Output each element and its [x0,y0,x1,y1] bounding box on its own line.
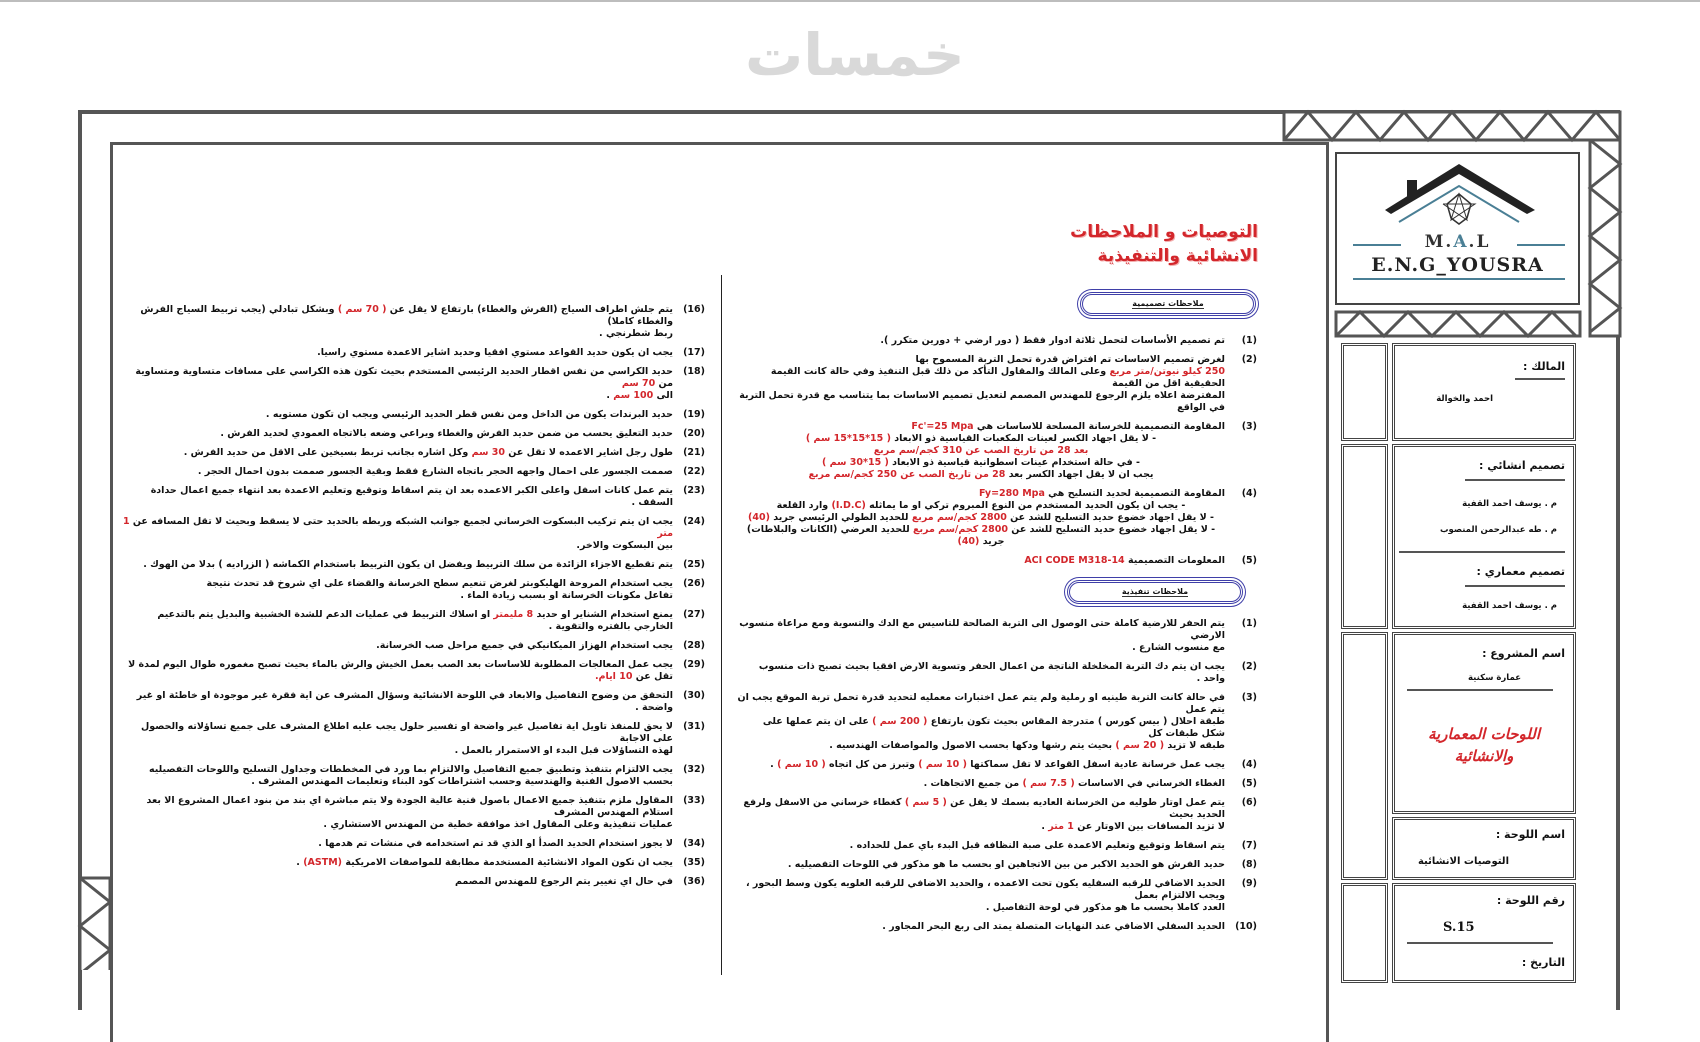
note-item [737,859,1257,871]
left-notes-column [120,304,705,895]
highlight-value: 1 متر [122,516,673,539]
note-number: (10) [1235,921,1257,932]
note-text: لا تزيد المسافات بين الاوتار عن [1073,821,1225,832]
note-text: مع منسوب الشارع . [1132,642,1225,653]
highlight-value: ACI CODE M318-14 [1024,555,1125,566]
note-item [737,921,1257,933]
note-item [120,409,705,421]
project-name-label: اسم المشروع : [1482,647,1565,660]
note-number: (16) [683,304,705,315]
note-number: (1) [1241,618,1257,629]
note-line [120,540,673,552]
note-item [120,857,705,869]
note-line [120,857,673,869]
note-number: (4) [1241,759,1257,770]
note-text: لا يحق للمنفذ تاويل اية تفاصيل غير واضحة او تفسير حلول يجب عليه اطلاع المشرف على جميع تساؤلاته والحصول على الاجابة [141,721,673,744]
note-line [737,335,1225,347]
note-line [737,797,1225,821]
note-line [120,876,673,888]
note-number: (28) [683,640,705,651]
sheet-name-label: اسم اللوحة : [1495,828,1565,841]
note-text: المفترضة اعلاه يلزم الرجوع للمهندس المصمم لتعديل تصميم الاساسات بما يتناسب مع قدرة تحمل التربة في الواقع [739,390,1225,413]
note-text: الحديد الاضافي للرقبه السفليه يكون تحت الاعمده ، والحديد الاضافي للرقبه العلويه يكون وسط البحور ، ويجب الالتزام بعمل [745,878,1225,901]
highlight-value: 28 من تاريخ الصب عن 250 كجم/سم مربع [808,469,1006,480]
note-text: . [770,759,778,770]
note-text: وارد القلعة [776,500,832,511]
note-text: في حال اي تغيير يتم الرجوع للمهندس المصمم [454,876,673,887]
note-text: - لا يقل اجهاد خضوع حديد التسليح للشد عن [1006,512,1214,523]
project-stamp-line2: والانشائية [1454,747,1514,765]
note-text: تم تصميم الأساسات لتحمل ثلاثة ادوار فقط ( دور ارضي + دورين متكرر ). [880,335,1225,346]
structural-engineer-2: م . طه عبدالرحمن المنصوب [1439,525,1557,535]
note-text: بين البسكوت والاخر. [576,540,673,551]
note-text: يجب ان يتم تركيب البسكوت الخرساني لجميع جوانب الشبكه وربطه بالحديد حتى لا يسقط وبحيث لا تقل المسافه عن [129,516,673,527]
note-text: المقاول ملزم بتنفيذ جميع الاعمال باصول فنية عالية الجودة ولا يتم مباشرة اي بند من بنود اعمال المشروع الا بعد استلام المهندس المشرف [146,795,673,818]
note-number: (25) [683,559,705,570]
note-item [737,797,1257,833]
note-text: - في حالة استخدام عينات اسطوانية قياسية ذو الابعاد [888,457,1140,468]
note-item [120,304,705,340]
note-line [120,559,673,571]
designers-cell [1392,444,1576,629]
architectural-engineer: م . يوسف احمد القفية [1462,601,1557,611]
highlight-value: Fy=280 Mpa [978,488,1045,499]
note-text: المقاومة التصميمية للخرسانة المسلحة للاساسات هي [973,421,1225,432]
logo-box [1335,152,1580,305]
note-number: (3) [1241,421,1257,432]
top-edge-line [0,0,1700,2]
note-text: طبقة احلال ( بيس كورس ) متدرجة المقاس بحيث تكون بارتفاع [927,716,1225,727]
note-line [737,692,1225,716]
highlight-value: (40) [748,512,770,523]
note-text: بحيث يتم رشها ودكها بحسب الاصول والمواصفات الهندسيه . [829,740,1116,751]
owner-cell [1392,343,1576,441]
note-text: او اسلاك التربيط في عمليات الدعم للشدة الخشبية والبديل يتم بالتدعيم الخارجي بالفتره والتقوية . [157,609,673,632]
highlight-value: ( 7.5 سم ) [1022,778,1075,789]
note-line [737,512,1225,524]
note-line [737,618,1225,642]
note-item [120,466,705,478]
note-item [120,876,705,888]
note-line [120,776,673,788]
note-line [120,590,673,602]
highlight-value: 10 ايام. [594,671,633,682]
note-line [120,447,673,459]
note-line [737,740,1225,752]
note-line [737,902,1225,914]
project-stamp-line1: اللوحات المعمارية [1428,725,1540,743]
note-number: (26) [683,578,705,589]
note-number: (22) [683,466,705,477]
note-item [120,690,705,714]
title-block-side-cell [1341,444,1388,629]
note-line [737,840,1225,852]
note-item [120,485,705,509]
note-number: (2) [1241,661,1257,672]
note-line [737,821,1225,833]
note-line [737,555,1225,567]
sheet-name-cell [1392,817,1576,880]
note-text: العدد كاملا بحسب ما هو مذكور في لوحة التفاصيل . [985,902,1225,913]
note-number: (20) [683,428,705,439]
note-number: (8) [1241,859,1257,870]
note-text: وعلى المالك والمقاول التأكد من ذلك قبل التنفيذ وفي حالة كانت القيمة الحقيقية اقل من القيمة [770,366,1225,389]
highlight-value: (ASTM) [303,857,343,868]
note-number: (31) [683,721,705,732]
note-text: على ان يتم عملها على شكل طبقات كل [762,716,1225,739]
note-text: - يجب ان يكون الحديد المستخدم من النوع المبروم تركي او ما يماثله [865,500,1186,511]
note-item [120,428,705,440]
note-text: في حالة كانت التربة طينيه او رملية ولم يتم عمل اختبارات معمليه لتحديد قدرة تحمل تربة الموقع يجب ان يتم عمل [737,692,1225,715]
note-item [120,578,705,602]
note-text: وكل اشاره بجانب تربط بسيخين على الاقل من حديد الفرش . [183,447,472,458]
note-line [120,795,673,819]
note-line [737,759,1225,771]
note-text: يجب ان يتم دك التربة المخلخلة الناتجة من اعمال الحفر وتسوية الارض افقيا بحيث تصبح ذات منسوب واحد . [758,661,1225,684]
note-text: طبقه لا تزيد [1164,740,1225,751]
note-text: يجب ان يكون حديد القواعد مستوي افقيا وحديد اشاير الاعمدة مستوي راسيا. [317,347,673,358]
note-number: (6) [1241,797,1257,808]
note-text: . [296,857,304,868]
note-line [737,366,1225,390]
highlight-value: ( 70 سم ) [337,304,387,315]
note-item [120,366,705,402]
note-text: الغطاء الخرساني في الاساسات [1074,778,1225,789]
note-line [737,421,1225,433]
highlight-value: ( 10 سم ) [918,759,967,770]
note-text: المعلومات التصميمية [1124,555,1225,566]
sheet-title-line1: التوصيات و الملاحظات [1070,222,1258,242]
note-item [120,838,705,850]
note-line [737,445,1225,457]
general-notes-list [120,304,705,895]
note-number: (17) [683,347,705,358]
note-text: وبشكل تبادلي (يجب تربيط السياج الفرش والغطاء كاملا) [140,304,673,327]
note-line [120,328,673,340]
sheet-title [1040,220,1258,268]
note-line [120,347,673,359]
note-item [120,640,705,652]
note-number: (1) [1241,335,1257,346]
note-line [737,390,1225,414]
note-text: يتم الحفر للارضية كاملة حتى الوصول الى التربة الصالحة للتاسيس مع الدك والتسوية ومع مراعاة منسوب الارضي [739,618,1225,641]
note-text: تفاعل مكونات الخرسانة او بسبب زيادة الماء . [460,590,673,601]
highlight-value: 70 سم [621,378,656,389]
note-text: وتبرز من كل اتجاه [825,759,919,770]
note-text: الحديد السفلي الاضافي عند النهايات المتصلة يمتد الى ربع البحر المجاور . [882,921,1225,932]
note-text: يجب استخدام المروحة الهليكوبتر لغرض تنعيم سطح الخرسانة والقضاء على اي شروخ قد تحدث نتيجة [206,578,673,589]
highlight-value: ( 15*15*15 سم ) [805,433,891,444]
note-item [737,618,1257,654]
note-text: يتم عمل اوتار طوليه من الخرسانة العاديه بسمك لا يقل عن [946,797,1225,808]
note-number: (19) [683,409,705,420]
structural-design-label: تصميم انشائي : [1478,459,1565,472]
sheet-number-value: S.15 [1443,920,1475,935]
date-label: التاريخ : [1521,956,1565,969]
note-number: (24) [683,516,705,527]
note-number: (23) [683,485,705,496]
note-line [120,516,673,540]
structural-engineer-1: م . يوسف احمد القفية [1462,499,1557,509]
note-text: يتم اسقاط وتوقيع وتعليم الاعمدة على صبة النظافه قبل البدء باي عمل للحداده . [849,840,1225,851]
note-text: حديد الكراسي من نفس اقطار الحديد الرئيسي المستخدم بحيث تكون هذه الكراسي على مسافات متساوية ومتساوية من [135,366,673,389]
highlight-value: 30 سم [471,447,505,458]
note-line [120,466,673,478]
note-number: (30) [683,690,705,701]
note-number: (35) [683,857,705,868]
note-text: عمليات تنفيذية وعلى المقاول اخذ موافقة خطية من المهندس الاستشاري . [323,819,673,830]
note-number: (18) [683,366,705,377]
note-text: يمنع استخدام الشناير او حديد [533,609,673,620]
note-item [737,555,1257,567]
note-text: التحقق من وضوح التفاصيل والابعاد في اللوحة الانشائية وسؤال المشرف عن اية فقرة غير موجودة او خاطئة او غير واضحة . [136,690,673,713]
owner-label: المالك : [1522,360,1565,373]
note-text: يجب الالتزام بتنفيذ وتطبيق جميع التفاصيل والالتزام بما ورد في المخططات وجداول التسليح واللوحات التفصيليه [149,764,673,775]
note-text: يتم تقطيع الاجزاء الزائدة من سلك التربيط ويفضل ان يكون التربيط باستخدام الكماشه ( الزراديه ) بدلا من الهوك . [143,559,673,570]
note-text: يتم عمل كانات اسفل واعلى الكبر الاعمده بعد ان يتم اسقاط وتوقيع وتعليم الاعمدة بعد انتهاء جميع اعمال حدادة السقف . [150,485,673,508]
highlight-value: 2800 كجم/سم مربع [912,524,1008,535]
note-text: لا يجوز استخدام الحديد الصدأ او الذي قد تم استخدامه في منشات تم هدمها . [318,838,673,849]
exec-notes-list [737,618,1257,940]
note-text: كغطاء خرساني من الاسفل ولرفع الحديد بحيث [743,797,1225,820]
note-line [737,778,1225,790]
note-line [737,524,1225,548]
note-item [120,721,705,757]
note-line [120,838,673,850]
watermark: خمسات [745,21,965,89]
note-line [120,819,673,831]
note-number: (27) [683,609,705,620]
note-line [737,642,1225,654]
note-text: حديد الفرش هو الحديد الاكبر من بين الاتجاهين او بحسب ما هو مذكور في اللوحات التفصيليه . [787,859,1225,870]
note-line [737,921,1225,933]
exec-notes-badge [1067,580,1243,604]
note-text: . [1041,821,1049,832]
note-item [120,516,705,552]
house-roof-logo-icon [1377,158,1542,238]
note-number: (21) [683,447,705,458]
note-item [120,347,705,359]
project-name-value: عمارة سكنية [1468,673,1521,683]
note-line [120,640,673,652]
design-notes-label: ملاحظات تصميمية [1132,299,1204,308]
note-line [737,661,1225,685]
note-line [120,485,673,509]
sheet-number-label: رقم اللوحة : [1496,894,1565,907]
note-line [737,488,1225,500]
note-item [737,878,1257,914]
note-line [120,609,673,633]
highlight-value: بعد 28 من تاريخ الصب عن 310 كجم/سم مربع [873,445,1089,456]
note-number: (34) [683,838,705,849]
note-text: لغرض تصميم الاساسات تم افتراض قدرة تحمل التربة المسموح بها [915,354,1225,365]
highlight-value: 2800 كجم/سم مربع [911,512,1007,523]
note-text: للحديد العرضي (الكانات والبلاطات) جريد [746,524,1005,547]
note-text: الى [653,390,673,401]
note-number: (33) [683,795,705,806]
highlight-value: ( 200 سم ) [872,716,928,727]
note-number: (29) [683,659,705,670]
note-item [737,759,1257,771]
note-line [120,428,673,440]
note-line [737,878,1225,902]
note-line [737,433,1225,445]
note-number: (36) [683,876,705,887]
title-block-side-cell [1341,883,1388,983]
note-item [120,659,705,683]
architectural-design-label: تصميم معماري : [1476,565,1565,578]
sheet-title-line2: الانشائية والتنفيذية [1097,246,1258,266]
note-text: يجب عمل خرسانة عادية اسفل القواعد لا تقل سماكتها [966,759,1225,770]
note-text: طول رجل اشاير الاعمده لا تقل عن [504,447,673,458]
note-item [120,559,705,571]
note-number: (9) [1241,878,1257,889]
sheet-number-cell [1392,883,1576,983]
note-item [737,335,1257,347]
project-cell [1392,632,1576,814]
note-line [737,500,1225,512]
note-text: صممت الجسور على احمال واجهه الحجر باتجاه الشارع فقط وبقية الجسور صممت بدون احمال الحجر . [197,466,673,477]
highlight-value: (40) [957,536,980,547]
note-text: - لا يقل اجهاد خضوع حديد التسليح للشد عن [1007,524,1216,535]
note-line [120,366,673,390]
note-line [120,409,673,421]
note-item [737,692,1257,752]
note-item [120,447,705,459]
note-item [120,795,705,831]
note-item [737,840,1257,852]
logo-text-mal: M.A.L [1424,232,1491,252]
note-text: ربط شطرنجي . [599,328,673,339]
logo-text-eng: E.N.G_YOUSRA [1371,254,1544,276]
note-text: يجب ان لا يقل اجهاد الكسر بعد [1005,469,1154,480]
note-number: (2) [1241,354,1257,365]
note-item [737,421,1257,481]
design-notes-list [737,335,1257,574]
note-text: . [606,390,614,401]
note-text: يجب استخدام الهزاز الميكانيكي في جميع مراحل صب الخرسانة. [376,640,673,651]
note-line [737,716,1225,740]
note-item [737,488,1257,548]
right-notes-column [737,335,1257,940]
note-number: (3) [1241,692,1257,703]
note-line [737,457,1225,469]
title-block-side-cell [1341,632,1388,880]
note-item [737,354,1257,414]
highlight-value: (I.D.C) [831,500,866,511]
note-line [737,469,1225,481]
note-number: (32) [683,764,705,775]
column-divider [721,275,722,975]
note-line [120,390,673,402]
highlight-value: ( 5 سم ) [904,797,947,808]
highlight-value: ( 20 سم ) [1115,740,1165,751]
note-line [737,859,1225,871]
sheet-name-value: التوصيات الانشائية [1417,856,1509,867]
note-text: - لا يقل اجهاد الكسر لعينات المكعبات القياسية ذو الابعاد [890,433,1157,444]
highlight-value: 1 متر [1048,821,1074,832]
highlight-value: ( 15*30 سم ) [822,457,889,468]
note-number: (5) [1241,778,1257,789]
owner-value: احمد والخوالة [1436,394,1493,404]
note-text: يجب ان تكون المواد الانشائية المستخدمة مطابقة للمواصفات الامريكية [342,857,673,868]
note-number: (5) [1241,555,1257,566]
title-block-side-cell [1341,343,1388,441]
note-line [120,659,673,683]
exec-notes-label: ملاحظات تنفيذية [1121,587,1189,596]
note-number: (7) [1241,840,1257,851]
project-stamp [1395,723,1573,767]
note-line [120,304,673,328]
highlight-value: Fc'=25 Mpa [911,421,974,432]
note-text: يتم جلش اطراف السياج (الفرش والغطاء) بارتفاع لا يقل عن [386,304,673,315]
note-text: لهذه التساؤلات قبل البدء او الاستمرار بالعمل . [454,745,673,756]
note-text: من جميع الاتجاهات . [923,778,1023,789]
note-text: حديد التعليق يحسب من ضمن حديد الفرش والغطاء ويراعي وضعه بالاتجاه العمودي لحديد الفرش . [220,428,673,439]
design-notes-badge [1080,292,1256,316]
highlight-value: ( 10 سم ) [777,759,826,770]
highlight-value: 8 مليمتر [493,609,534,620]
note-item [737,778,1257,790]
note-line [120,690,673,714]
highlight-value: 100 سم [613,390,654,401]
note-item [120,764,705,788]
note-line [120,721,673,745]
note-text: حديد البرندات يكون من الداخل ومن نفس قطر الحديد الرئيسي ويجب ان تكون مستويه . [265,409,673,420]
note-item [120,609,705,633]
note-text: المقاومة التصميمية لحديد التسليح هي [1044,488,1225,499]
note-text: للحديد الطولي الرئيسي جريد [769,512,912,523]
note-line [120,745,673,757]
note-line [120,578,673,590]
note-text: بحسب الاصول الفنية والهندسية وحسب اشتراطات كود البناء وتعليمات المهندس المشرف . [251,776,673,787]
highlight-value: 250 كيلو نيوتن/متر مربع [1109,366,1225,377]
note-item [737,661,1257,685]
note-line [737,354,1225,366]
note-text: يجب عمل المعالجات المطلوبة للاساسات بعد الصب بعمل الخيش والرش بالماء بحيث تصبح مغموره طوال اليوم لمدة لا تقل عن [128,659,673,682]
note-line [120,764,673,776]
note-number: (4) [1241,488,1257,499]
